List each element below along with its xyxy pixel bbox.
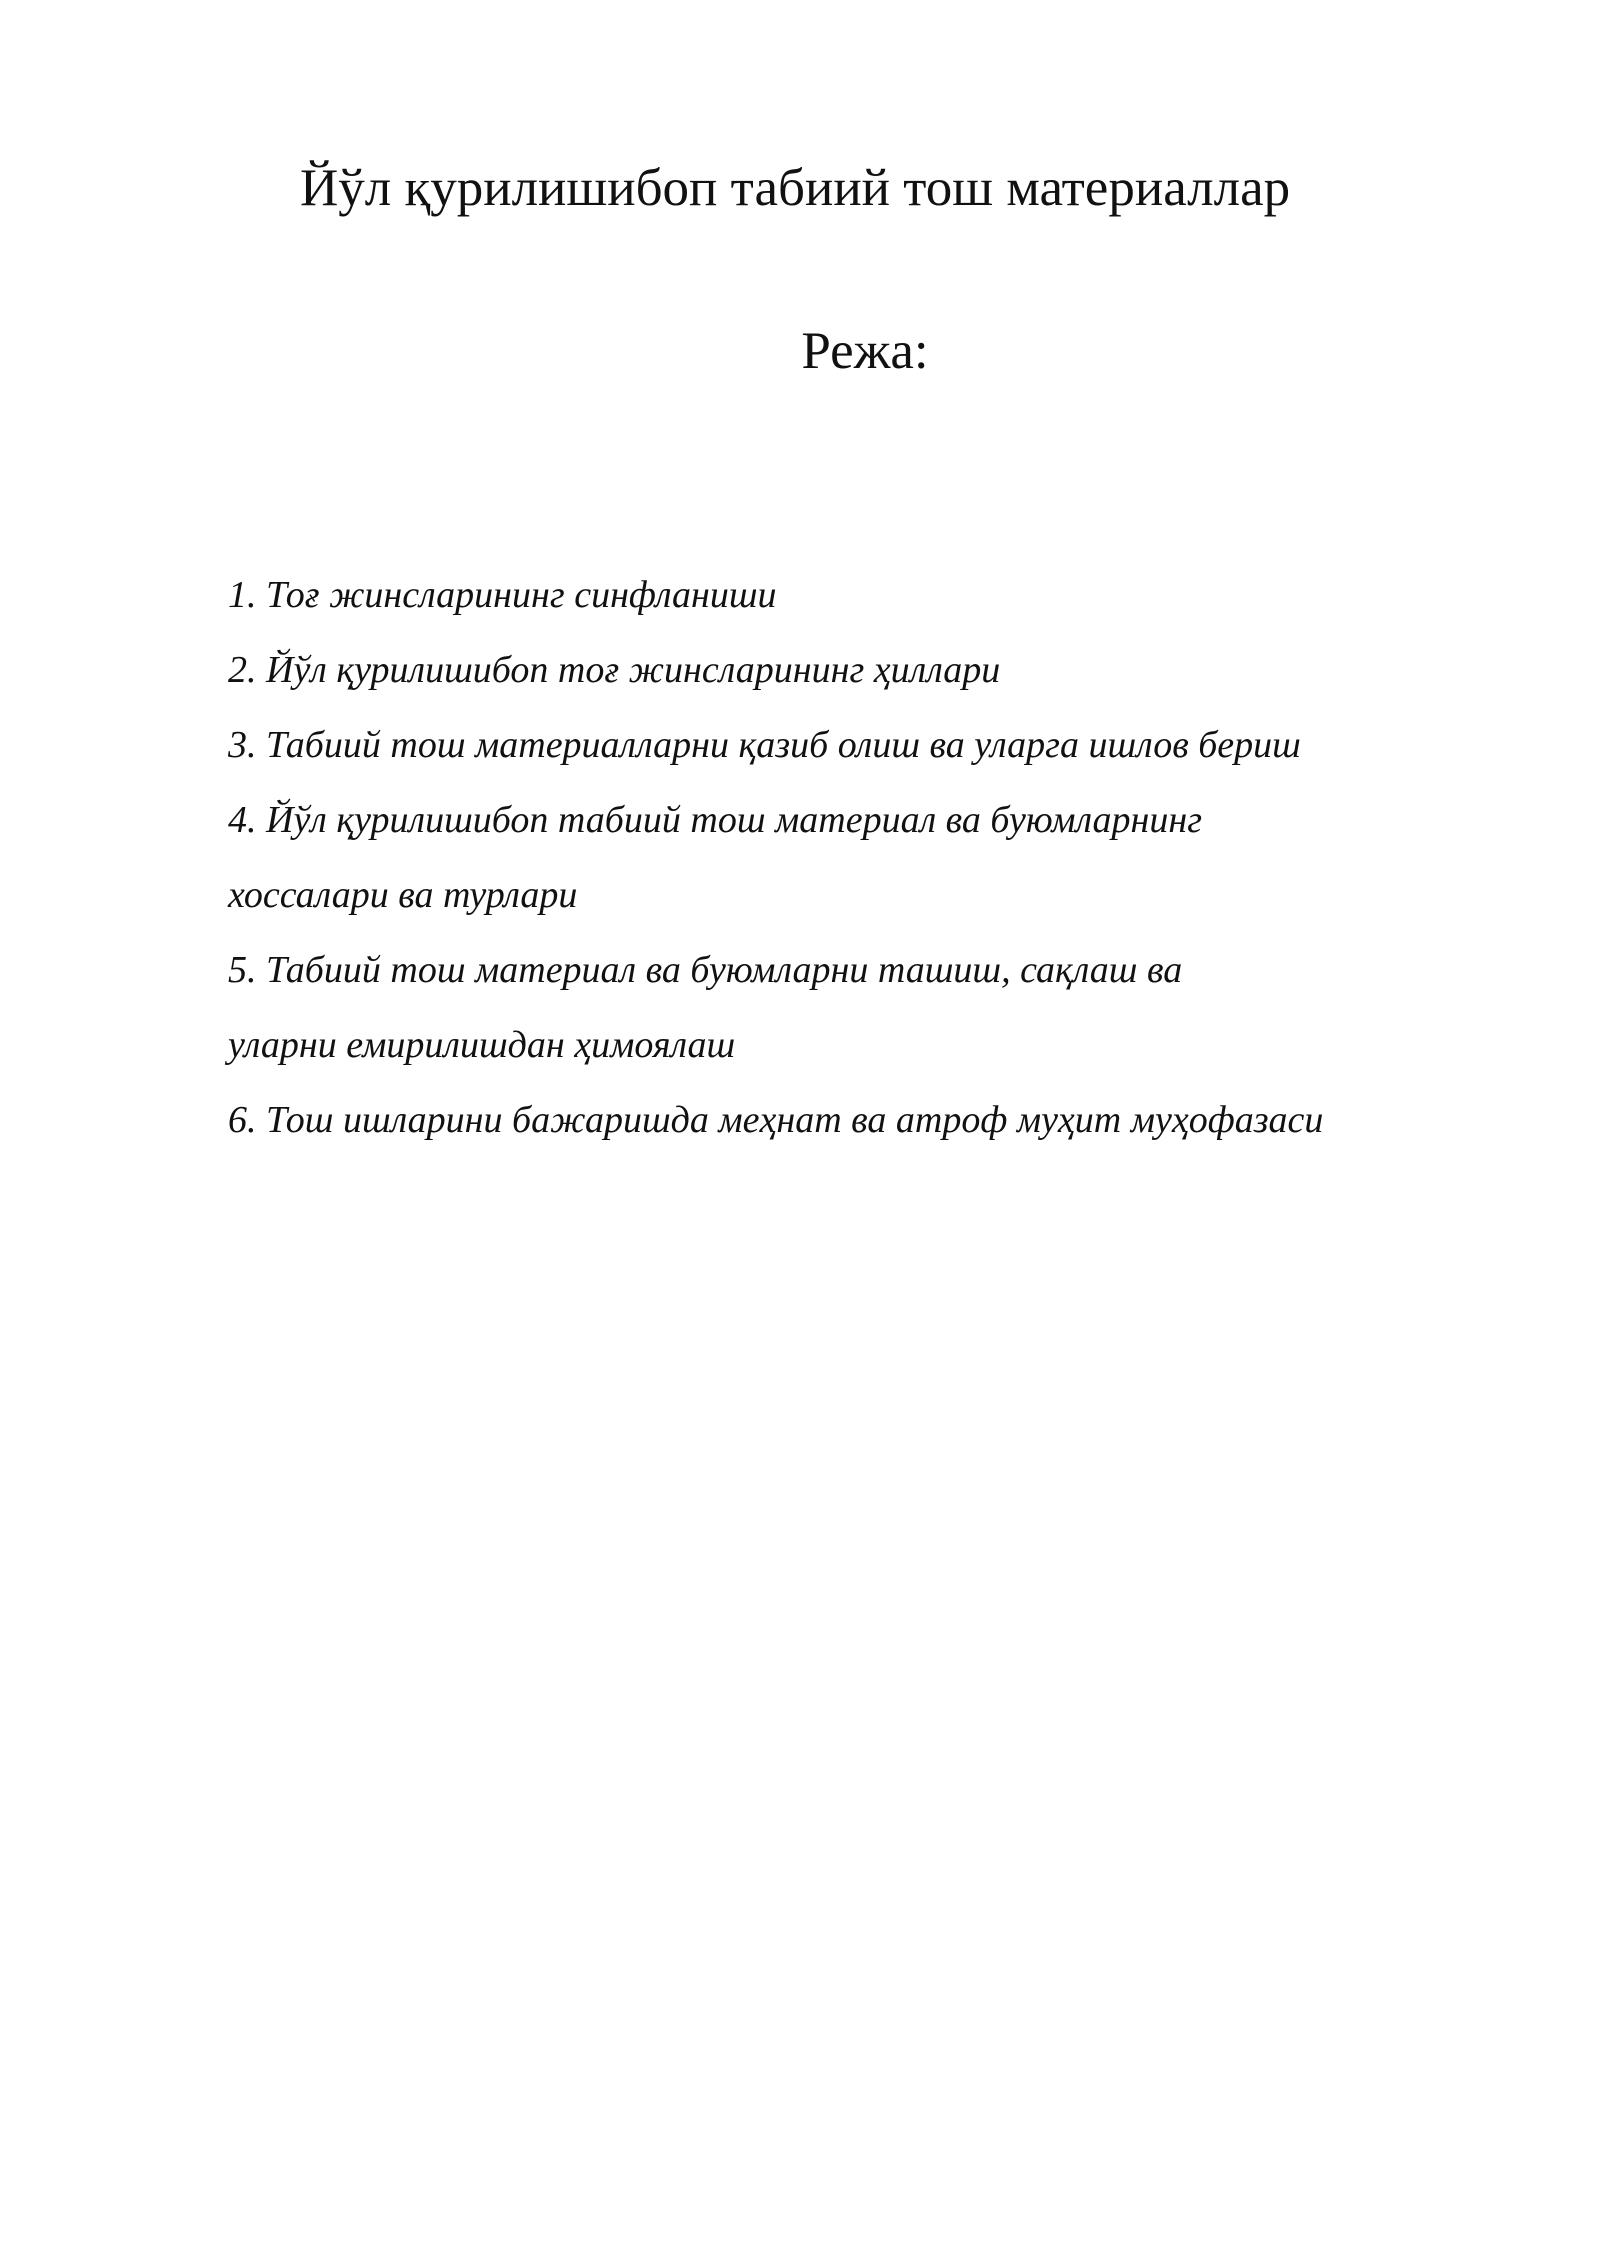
plan-item-1-line-1: 1. Тоғ жинсларининг синфланиши	[228, 574, 777, 616]
plan-item-5	[228, 933, 1528, 1083]
plan-item-2	[228, 633, 1528, 708]
plan-item-5-line-1: 5. Табиий тош материал ва буюмларни ташиш, сақлаш ва	[228, 949, 1183, 991]
plan-item-1	[228, 558, 1528, 633]
document-title: Йўл қурилишибоп табиий тош материаллар	[300, 159, 1291, 217]
plan-item-6	[228, 1083, 1528, 1158]
plan-item-4	[228, 783, 1528, 933]
plan-item-4-line-1: 4. Йўл қурилишибоп табиий тош материал ва буюмларнинг	[228, 799, 1203, 841]
plan-item-2-line-1: 2. Йўл қурилишибоп тоғ жинсларининг ҳиллари	[228, 649, 1001, 691]
plan-item-6-line-1: 6. Тош ишларини бажаришда меҳнат ва атроф муҳит муҳофазаси	[228, 1099, 1324, 1141]
plan-item-4-line-2: хоссалари ва турлари	[228, 874, 578, 916]
plan-item-5-line-2: уларни емирилишдан ҳимоялаш	[228, 1024, 736, 1066]
plan-list	[228, 558, 1528, 1158]
plan-item-3-line-1: 3. Табиий тош материалларни қазиб олиш ва уларга ишлов бериш	[228, 724, 1301, 766]
plan-item-3	[228, 708, 1528, 783]
plan-heading: Режа:	[801, 322, 929, 380]
